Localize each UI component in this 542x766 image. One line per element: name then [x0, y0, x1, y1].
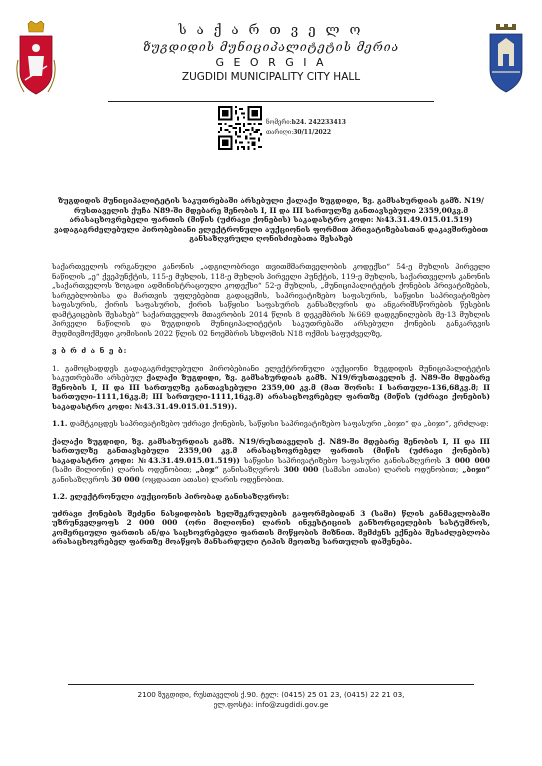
footer-contacts: [60, 690, 482, 710]
clause-1-2-conditions: უძრავი ქონების შეძენი ნასყიდობის ხელშეკრულების გაფორმებიდან 3 (სამი) წლის განმავლობაში უზრუნველყოფს 2 000 000 (ორი მილიონი) ლარის ინვესტიციის განხორციელების სასტუმროს, კომერციული ფართის ან/და საცხოვრებელი ფართის მოწყობის მიზნით. შემძენს ექნება შესაძლებლობა არასაცხოვრებელ ფართზე მოაწყოს მანსარდული ტიპის მეოთხე სართულის დაშენება.: [52, 508, 490, 546]
starting-price-amount: 3 000 000: [445, 455, 490, 465]
starting-price-label: საწყისი საპრივატიზებო საფასური განისაზღვროს: [243, 455, 442, 465]
document-number-label: ნომერი:: [266, 119, 292, 126]
document-date-label: თარიღი:: [266, 129, 294, 136]
document-number-value: b24. 242233413: [291, 119, 346, 126]
letterhead: [0, 18, 542, 98]
step-2-label: „ბიჯი“: [462, 465, 490, 474]
document-date-value: 30/11/2022: [293, 129, 332, 136]
clause-1-property: ქალაქი ზუგდიდი, ზვ. გამსახურდიას გამზ. N19/რუსთაველის ქ. N89-ში მდებარე შენობის I, II და III სართულზე განთავსებული 2359,00 კვ.მ (მათ შორის: I სართული-136,68კვ.მ; II სართული-1111,16კვ.მ; III სართული-1111,16კვ.მ) არასაცხოვრებელ ფართზე (მიწის (უძრავი ქონების) საკადასტრო კოდი: №43.31.49.015.01.519)).: [52, 373, 490, 411]
clause-1-1-number: 1.1.: [52, 419, 68, 428]
step-1-words: (სამასი ათასი) ლარის ოდენობით;: [322, 465, 459, 474]
clause-1-2-heading: 1.2. ელექტრონული აუქციონის პირობად განისაზღვროს:: [52, 492, 290, 501]
step-2-amount: 30 000: [111, 474, 140, 484]
clause-1-1-prices: [52, 437, 490, 485]
header-text: [80, 18, 462, 85]
clause-1-1-property: ქალაქი ზუგდიდი, ზვ. გამსახურდიას გამზ. N19/რუსთაველის ქ. N89-ში მდებარე შენობის I, II და III სართულზე განთავსებული 2359,00 კვ.მ არასაცხოვრებელ ფართის (მიწის (უძრავი ქონების) საკადასტრო კოდი: №43.31.49.015.01.519)): [52, 436, 490, 465]
step-1-amount: 300 000: [283, 465, 319, 474]
zugdidi-coat-of-arms-icon: [486, 22, 526, 96]
clause-1-lead: 1. გამოცხადდეს გადაგაგრძელებული პირობებიანი ელექტრონული აუქციონი ზუგდიდის მუნიციპალიტეტის საკუთრებაში არსებულ: [52, 363, 490, 382]
starting-price-words: (სამი მილიონი) ლარის ოდენობით;: [52, 465, 192, 474]
footer-divider: [68, 684, 474, 685]
country-title-english: G E O R G I A: [215, 56, 327, 69]
georgia-coat-of-arms-icon: [14, 20, 58, 100]
step-2-verb: განისაზღვროს: [52, 474, 109, 484]
header-divider: [108, 101, 434, 102]
document-date-row: [266, 128, 346, 138]
city-hall-title-georgian: ზუგდიდის მუნიციპალიტეტის მერია: [142, 40, 400, 54]
qr-code-icon: [218, 106, 262, 150]
step-1-label: „ბიჯ“: [195, 465, 219, 474]
clause-1: [52, 364, 490, 412]
step-1-verb: განისაზღვროს: [222, 465, 280, 474]
footer-email: ელ.ფოსტა: info@zugdidi.gov.ge: [213, 700, 329, 709]
footer-address: 2100 ზუგდიდი, რუსთაველის ქ.90. ტელ: (0415) 25 01 23, (0415) 22 21 03,: [137, 690, 405, 699]
order-title: ზუგდიდის მუნიციპალიტეტის საკუთრებაში არსებული ქალაქი ზუგდიდი, ზვ. გამსახურდიას გამზ. N19/რუსთაველის ქუჩა N89-ში მდებარე შენობის I, II და III სართულზე განთავსებული 2359,00კვ.მ არასაცხოვრებელი ფართის (მიწის (უძრავი ქონების) საკადასტრო კოდი: №43.31.49.015.01.519) ვადაგაგრძელებული პირობებიანი ელექტრონული აუქციონის ფორმით პრივატიზებასთან დაკავშირებით განსაზღვრული ღონისძიებათა შესახებ: [53, 196, 489, 244]
clause-1-1: [52, 419, 490, 429]
document-registration-info: [266, 118, 346, 138]
order-body: [52, 262, 490, 555]
document-number-row: [266, 118, 346, 128]
country-title-georgian: ს ა ქ ა რ თ ვ ე ლ ო: [178, 23, 364, 38]
clause-1-1-text: დამტკიცდეს საპრივატიზებო უძრავი ქონების, საწყისი საპრივატიზებო საფასური „ბიჯი“ და „ბიჯი“, ვრძლად:: [69, 419, 489, 428]
preamble-paragraph: საქართველოს ორგანული კანონის „ადგილობრივი თვითმმართველობის კოდექსი“ 54-ე მუხლის პირველი ნაწილის „ე“ ქვეპუნქტის, 115-ე მუხლის, 118-ე მუხლის პირველი პუნქტის, 119-ე მუხლის, საქართველოს კანონის „საქართველოს ზოგადი ადმინისტრაციული კოდექსი“ 52-ე მუხლის, „მუნიციპალიტეტის ქონების პრივატიზების, სარგებლობისა და მართვის უფლებებით გადაცემის, საპრივატიზებო საფასურის, საწყისი საპრივატიზებო საფასურის, ქირის საფასურის, ქირის საწყისი საფასურის განსაზღვრის და ანგარიშსწორების წესების დამტკიცების შესახებ“ საქართველოს მთავრობის 2014 წლის 8 დეკემბრის №669 დადგენილების მე-13 მუხლის პირველი ნაწილის და ზუგდიდის მუნიციპალიტეტის საკუთრებაში არსებული ქონების განკარგვის მუდმივმოქმედი კომისიის 2022 წლის 02 ნოემბრის სხდომის N18 ოქმის საფუძველზე,: [52, 262, 490, 338]
step-2-words: (ოცდაათი ათასი) ლარის ოდენობით.: [142, 474, 285, 484]
resolution-heading: ვ ბ რ ძ ა ნ ე ბ:: [52, 346, 128, 355]
city-hall-title-english: ZUGDIDI MUNICIPALITY CITY HALL: [181, 71, 361, 83]
